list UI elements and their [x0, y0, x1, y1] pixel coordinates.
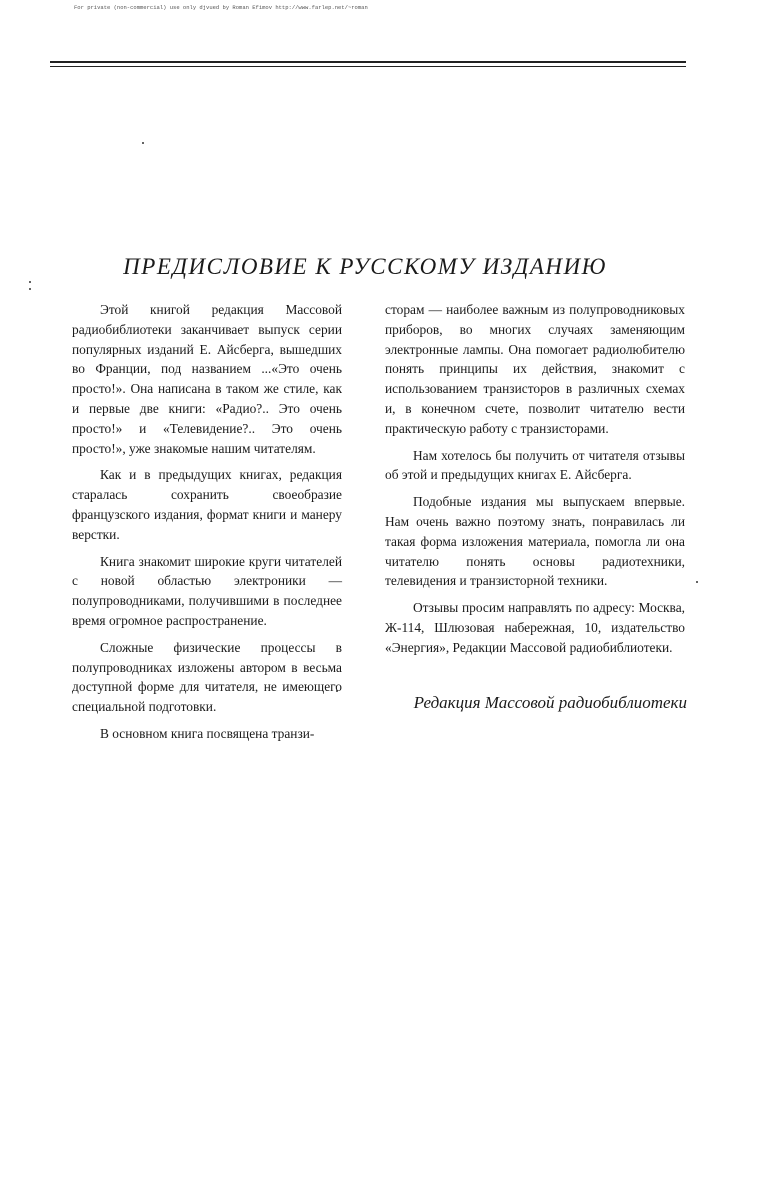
- header-rule-thin: [50, 66, 686, 67]
- paragraph: Отзывы просим направлять по адресу: Москва, Ж-114, Шлюзовая набережная, 10, издательство «Энергия», Редакции Массовой радиобиблиотеки.: [385, 600, 685, 655]
- right-column: [385, 300, 685, 665]
- header-rule-thick: [50, 61, 686, 63]
- paragraph: Книга знакомит широкие круги читателей с новой областью электроники — полупроводниками, получившими в последнее время огромное распространение.: [72, 553, 342, 628]
- paragraph: Нам хотелось бы получить от читателя отзывы об этой и предыдущих книгах Е. Айсберга.: [385, 447, 685, 483]
- print-speck: [142, 142, 144, 144]
- header-note: For private (non-commercial) use only djvued by Roman Efimov http://www.farlep.net/~roman: [74, 4, 368, 11]
- print-speck: [29, 281, 31, 283]
- paragraph: В основном книга посвящена транзи-: [100, 725, 315, 741]
- paragraph: Этой книгой редакция Массовой радиобиблиотеки заканчивает выпуск серии популярных изданий Е. Айсберга, вышедших во Франции, под названием ...«Это очень просто!». Она написана в таком же стиле, как и первые две книги: «Радио?.. Это очень просто!» и «Телевидение?.. Это очень просто!», уже знакомые нашим читателям.: [72, 302, 342, 456]
- page-title: ПРЕДИСЛОВИЕ К РУССКОМУ ИЗДАНИЮ: [123, 254, 607, 279]
- paragraph: Подобные издания мы выпускаем впервые. Нам очень важно поэтому знать, понравилась ли такая форма изложения материала, помогла ли она читателю понять основы радиотехники, телевидения и транзисторной техники.: [385, 494, 685, 589]
- print-speck: [696, 581, 698, 583]
- print-speck: [29, 288, 31, 290]
- signature: Редакция Массовой радиобиблиотеки: [413, 693, 687, 712]
- paragraph-continuation: сторам — наиболее важным из полупроводниковых приборов, во многих случаях заменяющим электронные лампы. Она помогает радиолюбителю понять принципы их действия, знакомит с использованием транзисторов в различных схемах и, в конечном счете, позволит читателю вести практическую работу с транзисторами.: [385, 302, 685, 436]
- paragraph: Как и в предыдущих книгах, редакция старалась сохранить своеобразие французского издания, формат книги и манеру верстки.: [72, 467, 342, 542]
- paragraph: Сложные физические процессы в полупроводниках изложены автором в весьма доступной форме для читателя, не имеющего специальной подготовки.: [72, 639, 342, 715]
- left-column: [72, 300, 342, 751]
